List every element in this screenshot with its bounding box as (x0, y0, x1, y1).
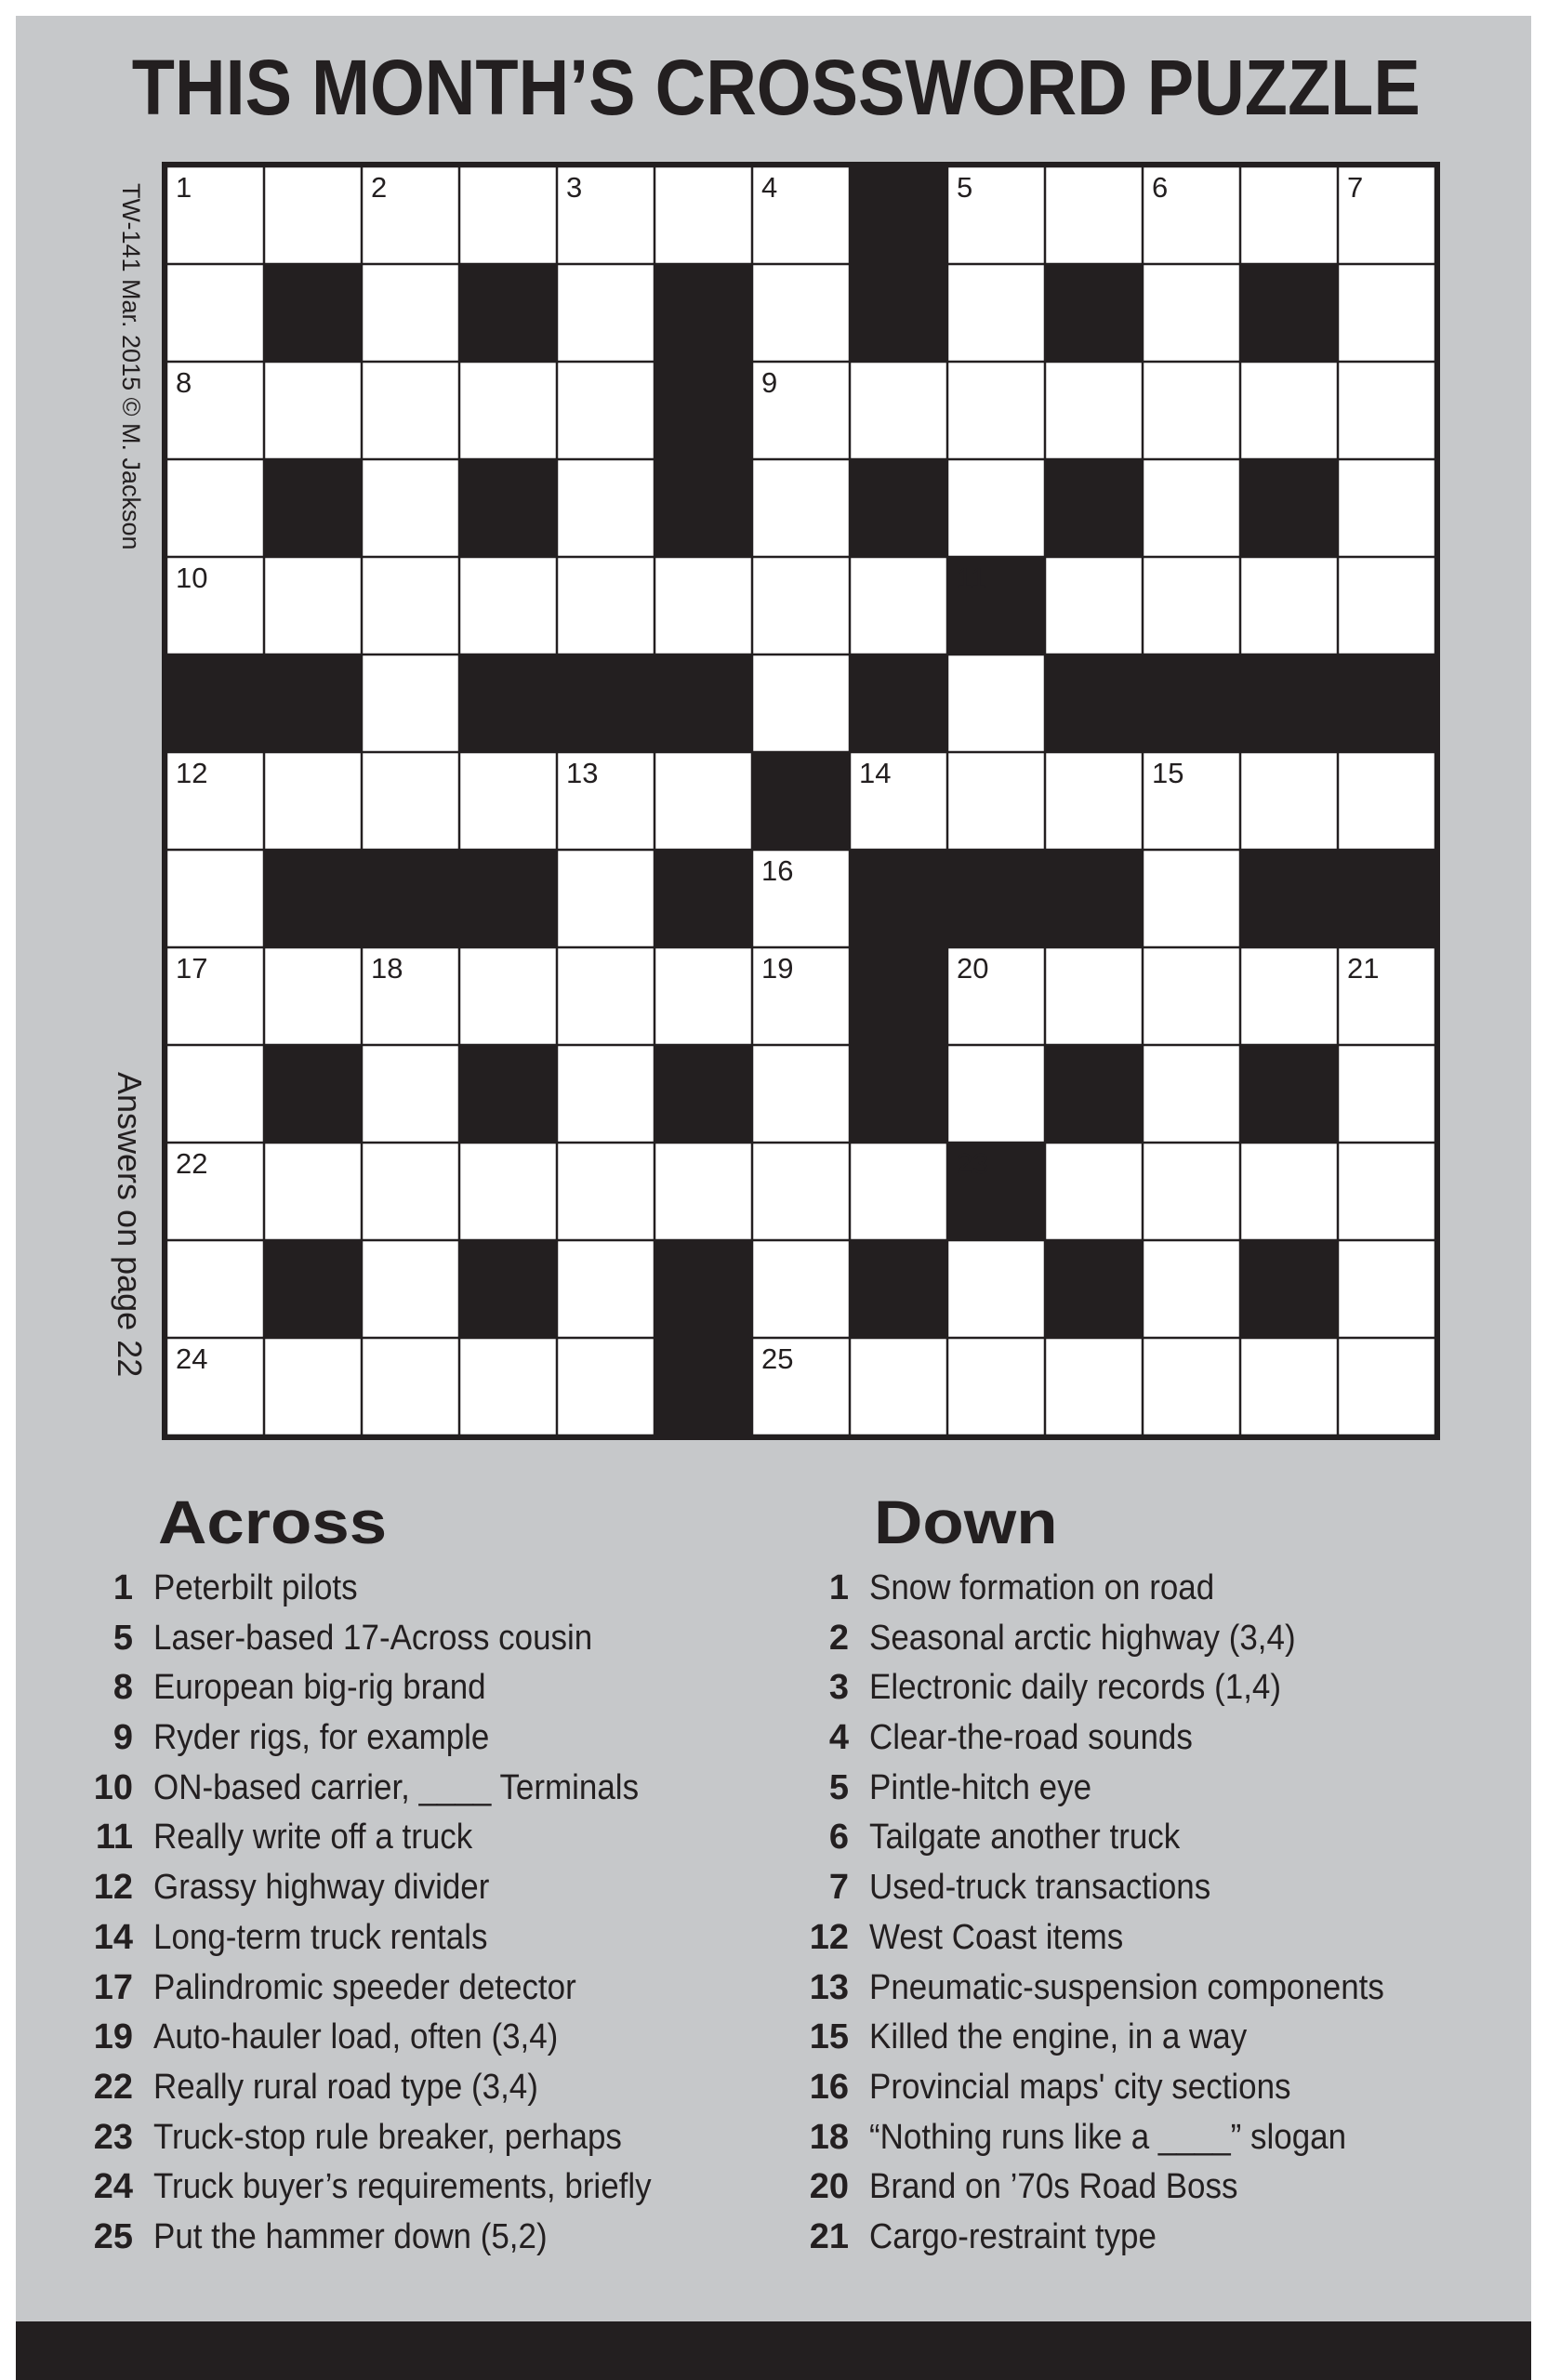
clue-number: 22 (93, 2067, 133, 2107)
answer-cell[interactable] (1241, 948, 1337, 1044)
crossword-grid (162, 162, 1440, 1440)
clue-text: Brand on ’70s Road Boss (869, 2167, 1238, 2207)
answer-cell[interactable] (1144, 1046, 1239, 1142)
black-square (1045, 850, 1143, 947)
cell-number: 13 (566, 757, 599, 789)
across-clue (56, 1813, 694, 1863)
down-clue (772, 1564, 1429, 1614)
black-square (1143, 654, 1240, 752)
black-square (850, 459, 947, 557)
answer-cell[interactable] (363, 655, 458, 751)
answer-cell[interactable] (948, 1241, 1044, 1337)
answer-cell[interactable] (1144, 1241, 1239, 1337)
answer-cell[interactable] (1144, 460, 1239, 556)
black-square (264, 1240, 362, 1338)
answer-cell[interactable] (948, 1046, 1044, 1142)
answer-cell[interactable] (460, 1339, 556, 1435)
black-square (654, 264, 752, 362)
clue-number: 12 (93, 1868, 133, 1908)
clue-text: Grassy highway divider (153, 1868, 490, 1908)
answer-cell[interactable] (558, 851, 654, 946)
answer-cell[interactable] (460, 167, 556, 263)
answer-cell[interactable] (948, 265, 1044, 361)
footer-bar (16, 2321, 1531, 2380)
answer-cell[interactable] (753, 460, 849, 556)
across-clue (56, 1713, 694, 1764)
across-clue (56, 1913, 694, 1964)
black-square (1045, 654, 1143, 752)
cell-number: 21 (1347, 952, 1380, 985)
answer-cell[interactable] (558, 948, 654, 1044)
clue-text: West Coast items (869, 1917, 1124, 1957)
down-clue (772, 2113, 1429, 2163)
crossword-grid-svg (162, 162, 1440, 1440)
black-square (654, 850, 752, 947)
cell-number: 17 (176, 952, 208, 985)
issue-credit: TW-141 Mar. 2015 © M. Jackson (117, 183, 145, 550)
clue-text: Peterbilt pilots (153, 1568, 358, 1607)
black-square (1338, 654, 1435, 752)
down-clue (772, 1614, 1429, 1664)
answer-cell[interactable] (1046, 558, 1142, 654)
clue-number: 17 (93, 1967, 133, 2007)
clue-number: 6 (828, 1818, 849, 1858)
answer-cell[interactable] (1339, 558, 1435, 654)
clue-text: Snow formation on road (869, 1568, 1215, 1607)
answer-cell[interactable] (1144, 948, 1239, 1044)
answer-cell[interactable] (167, 851, 263, 946)
cell-number: 5 (957, 171, 973, 204)
clue-text: Really write off a truck (153, 1818, 473, 1858)
answer-cell[interactable] (167, 265, 263, 361)
cell-number: 22 (176, 1147, 208, 1180)
black-square (459, 1240, 557, 1338)
down-heading: Down (874, 1488, 1058, 1556)
answer-cell[interactable] (851, 363, 946, 458)
black-square (459, 850, 557, 947)
cell-number: 12 (176, 757, 208, 789)
black-square (264, 850, 362, 947)
down-clues (772, 1488, 1429, 2263)
answer-cell[interactable] (167, 1046, 263, 1142)
answer-cell[interactable] (265, 558, 361, 654)
clue-number: 16 (809, 2067, 849, 2107)
cell-number: 14 (859, 757, 892, 789)
answer-cell[interactable] (1046, 1144, 1142, 1239)
clue-number: 5 (828, 1767, 849, 1807)
across-clue (56, 1964, 694, 2014)
answer-cell[interactable] (1241, 558, 1337, 654)
clue-number: 1 (112, 1568, 133, 1607)
page-title: THIS MONTH’S CROSSWORD PUZZLE (131, 44, 1421, 131)
black-square (1240, 1240, 1338, 1338)
answer-cell[interactable] (167, 1241, 263, 1337)
answer-cell[interactable] (948, 363, 1044, 458)
across-clue (56, 1564, 694, 1614)
black-square (1240, 459, 1338, 557)
clue-text: Truck-stop rule breaker, perhaps (153, 2117, 622, 2157)
clue-number: 18 (809, 2117, 849, 2157)
answer-cell[interactable] (1241, 167, 1337, 263)
clue-text: Laser-based 17-Across cousin (153, 1618, 593, 1658)
black-square (654, 1338, 752, 1435)
clue-number: 7 (828, 1868, 849, 1908)
answer-cell[interactable] (460, 363, 556, 458)
down-clue (772, 1764, 1429, 1814)
answer-cell[interactable] (265, 753, 361, 849)
across-clue (56, 1663, 694, 1713)
across-clue (56, 1764, 694, 1814)
answer-cell[interactable] (1144, 851, 1239, 946)
cell-number: 23 (957, 1147, 989, 1180)
clue-text: Ryder rigs, for example (153, 1718, 490, 1758)
answer-cell[interactable] (1046, 948, 1142, 1044)
answer-cell[interactable] (1241, 753, 1337, 849)
black-square (850, 166, 947, 264)
clue-number: 14 (93, 1917, 133, 1957)
down-clue (772, 1813, 1429, 1863)
clue-text: Clear-the-road sounds (869, 1718, 1193, 1758)
answer-cell[interactable] (1339, 265, 1435, 361)
answer-cell[interactable] (363, 753, 458, 849)
answer-cell[interactable] (948, 460, 1044, 556)
black-square (947, 850, 1045, 947)
answer-cell[interactable] (363, 460, 458, 556)
answer-cell[interactable] (1046, 167, 1142, 263)
across-clue (56, 1863, 694, 1913)
answer-cell[interactable] (1339, 1046, 1435, 1142)
answer-cell[interactable] (265, 167, 361, 263)
answer-cell[interactable] (1046, 753, 1142, 849)
clue-number: 13 (809, 1967, 849, 2007)
black-square (1045, 264, 1143, 362)
cell-number: 24 (176, 1342, 208, 1375)
black-square (752, 752, 850, 850)
down-clue (772, 1913, 1429, 1964)
answer-cell[interactable] (753, 265, 849, 361)
clue-number: 25 (93, 2216, 133, 2256)
black-square (264, 654, 362, 752)
answer-cell[interactable] (1144, 1339, 1239, 1435)
answer-cell[interactable] (1339, 460, 1435, 556)
cell-number: 11 (957, 562, 987, 594)
cell-number: 19 (761, 952, 794, 985)
answer-cell[interactable] (851, 558, 946, 654)
black-square (459, 654, 557, 752)
black-square (1240, 850, 1338, 947)
clue-text: Pintle-hitch eye (869, 1767, 1092, 1807)
clue-text: Pneumatic-suspension components (869, 1967, 1384, 2007)
down-clue (772, 1713, 1429, 1764)
black-square (459, 264, 557, 362)
answer-cell[interactable] (753, 1144, 849, 1239)
answer-cell[interactable] (655, 1144, 751, 1239)
black-square (1240, 264, 1338, 362)
across-clue (56, 2013, 694, 2063)
answer-cell[interactable] (753, 558, 849, 654)
across-clue (56, 2162, 694, 2213)
black-square (264, 459, 362, 557)
black-square (850, 1045, 947, 1143)
clue-number: 20 (809, 2167, 849, 2207)
cell-number: 1 (176, 171, 192, 204)
answer-cell[interactable] (363, 1241, 458, 1337)
answer-cell[interactable] (655, 558, 751, 654)
across-heading: Across (158, 1488, 388, 1556)
clue-text: Truck buyer’s requirements, briefly (153, 2167, 652, 2207)
answer-cell[interactable] (460, 948, 556, 1044)
down-clue (772, 1863, 1429, 1913)
clue-text: ON-based carrier, ____ Terminals (153, 1767, 640, 1807)
answer-cell[interactable] (558, 1046, 654, 1142)
black-square (166, 654, 264, 752)
down-clue (772, 2013, 1429, 2063)
clue-text: Used-truck transactions (869, 1868, 1211, 1908)
answer-cell[interactable] (363, 1144, 458, 1239)
answer-cell[interactable] (851, 1144, 946, 1239)
answer-cell[interactable] (1241, 1339, 1337, 1435)
cell-number: 2 (371, 171, 388, 204)
clue-number: 9 (112, 1718, 133, 1758)
across-clue (56, 1614, 694, 1664)
cell-number: 10 (176, 562, 208, 594)
black-square (654, 1240, 752, 1338)
black-square (264, 264, 362, 362)
clue-number: 4 (828, 1718, 849, 1758)
across-clue (56, 2213, 694, 2263)
clue-text: Provincial maps' city sections (869, 2067, 1291, 2107)
black-square (1240, 1045, 1338, 1143)
down-clue (772, 1663, 1429, 1713)
answer-cell[interactable] (1241, 363, 1337, 458)
across-clue (56, 2063, 694, 2113)
answer-cell[interactable] (1339, 753, 1435, 849)
clue-text: Put the hammer down (5,2) (153, 2216, 548, 2256)
down-clue-list (772, 1564, 1429, 2263)
black-square (1045, 1045, 1143, 1143)
answer-cell[interactable] (558, 363, 654, 458)
clue-number: 1 (828, 1568, 849, 1607)
clue-text: Really rural road type (3,4) (153, 2067, 538, 2107)
answer-cell[interactable] (1144, 265, 1239, 361)
answer-cell[interactable] (655, 948, 751, 1044)
black-square (850, 1240, 947, 1338)
answer-cell[interactable] (753, 1046, 849, 1142)
cell-number: 15 (1152, 757, 1184, 789)
black-square (850, 654, 947, 752)
across-clue (56, 2113, 694, 2163)
answer-cell[interactable] (1144, 1144, 1239, 1239)
black-square (850, 947, 947, 1045)
clue-text: European big-rig brand (153, 1668, 486, 1708)
cell-number: 3 (566, 171, 583, 204)
answer-cell[interactable] (948, 1339, 1044, 1435)
answer-cell[interactable] (558, 558, 654, 654)
clue-text: Palindromic speeder detector (153, 1967, 576, 2007)
down-clue (772, 2162, 1429, 2213)
answer-cell[interactable] (363, 265, 458, 361)
cell-number: 25 (761, 1342, 794, 1375)
black-square (459, 459, 557, 557)
black-square (654, 654, 752, 752)
answer-cell[interactable] (753, 1241, 849, 1337)
answer-cell[interactable] (460, 753, 556, 849)
clue-number: 11 (95, 1818, 133, 1858)
answer-cell[interactable] (655, 753, 751, 849)
answer-cell[interactable] (1241, 1144, 1337, 1239)
clue-number: 2 (828, 1618, 849, 1658)
clue-text: Electronic daily records (1,4) (869, 1668, 1281, 1708)
cell-number: 20 (957, 952, 989, 985)
answers-note: Answers on page 22 (111, 1072, 149, 1378)
answer-cell[interactable] (558, 1339, 654, 1435)
clue-text: Long-term truck rentals (153, 1917, 488, 1957)
answer-cell[interactable] (167, 460, 263, 556)
down-clue (772, 2063, 1429, 2113)
answer-cell[interactable] (1144, 363, 1239, 458)
black-square (1240, 654, 1338, 752)
black-square (850, 850, 947, 947)
answer-cell[interactable] (558, 1144, 654, 1239)
clue-text: Seasonal arctic highway (3,4) (869, 1618, 1296, 1658)
black-square (1338, 850, 1435, 947)
answer-cell[interactable] (655, 167, 751, 263)
clue-number: 24 (93, 2167, 133, 2207)
black-square (654, 459, 752, 557)
answer-cell[interactable] (1144, 558, 1239, 654)
cell-number: 9 (761, 366, 778, 399)
black-square (654, 362, 752, 459)
answer-cell[interactable] (363, 558, 458, 654)
clue-number: 5 (112, 1618, 133, 1658)
answer-cell[interactable] (363, 1339, 458, 1435)
black-square (557, 654, 654, 752)
clue-text: Auto-hauler load, often (3,4) (153, 2017, 559, 2057)
down-clue (772, 1964, 1429, 2014)
answer-cell[interactable] (265, 363, 361, 458)
clue-number: 23 (93, 2117, 133, 2157)
clue-text: “Nothing runs like a ____” slogan (869, 2117, 1347, 2157)
cell-number: 8 (176, 366, 192, 399)
answer-cell[interactable] (558, 265, 654, 361)
answer-cell[interactable] (558, 1241, 654, 1337)
clue-text: Killed the engine, in a way (869, 2017, 1248, 2057)
down-clue (772, 2213, 1429, 2263)
black-square (1045, 1240, 1143, 1338)
answer-cell[interactable] (460, 1144, 556, 1239)
cell-number: 18 (371, 952, 403, 985)
answer-cell[interactable] (265, 1339, 361, 1435)
black-square (850, 264, 947, 362)
clue-number: 3 (828, 1668, 849, 1708)
answer-cell[interactable] (558, 460, 654, 556)
across-clue-list (56, 1564, 694, 2263)
answer-cell[interactable] (460, 558, 556, 654)
answer-cell[interactable] (1339, 1339, 1435, 1435)
answer-cell[interactable] (363, 363, 458, 458)
black-square (1045, 459, 1143, 557)
clue-number: 15 (809, 2017, 849, 2057)
answer-cell[interactable] (363, 1046, 458, 1142)
cell-number: 7 (1347, 171, 1364, 204)
across-clues (56, 1488, 694, 2263)
black-square (459, 1045, 557, 1143)
answer-cell[interactable] (265, 948, 361, 1044)
answer-cell[interactable] (1339, 363, 1435, 458)
cell-number: 16 (761, 854, 794, 887)
answer-cell[interactable] (753, 655, 849, 751)
cell-number: 6 (1152, 171, 1169, 204)
black-square (362, 850, 459, 947)
black-square (654, 1045, 752, 1143)
answer-cell[interactable] (1046, 363, 1142, 458)
clue-number: 12 (809, 1917, 849, 1957)
clue-text: Tailgate another truck (869, 1818, 1181, 1858)
answer-cell[interactable] (1339, 1144, 1435, 1239)
cell-number: 4 (761, 171, 778, 204)
clue-number: 21 (809, 2216, 849, 2256)
clue-number: 19 (93, 2017, 133, 2057)
answer-cell[interactable] (1046, 1339, 1142, 1435)
answer-cell[interactable] (948, 655, 1044, 751)
answer-cell[interactable] (851, 1339, 946, 1435)
answer-cell[interactable] (1339, 1241, 1435, 1337)
black-square (264, 1045, 362, 1143)
clue-text: Cargo-restraint type (869, 2216, 1157, 2256)
clue-number: 10 (93, 1767, 133, 1807)
answer-cell[interactable] (265, 1144, 361, 1239)
clue-number: 8 (112, 1668, 133, 1708)
answer-cell[interactable] (948, 753, 1044, 849)
